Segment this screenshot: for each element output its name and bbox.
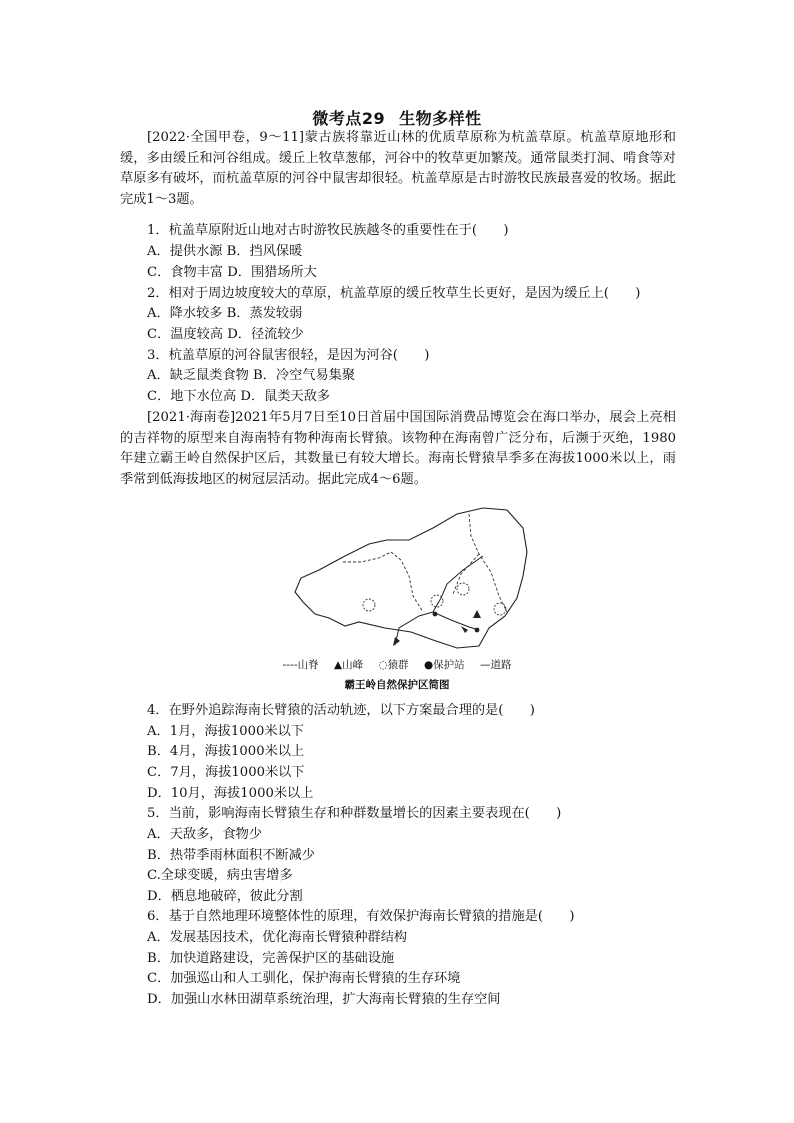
question-5-option-b: B．热带季雨林面积不断减少 [147,848,315,863]
arrow-icon-1 [393,637,400,646]
question-5-option-d: D．栖息地破碎，彼此分割 [147,889,303,904]
question-6-option-a: A．发展基因技术，优化海南长臂猿种群结构 [147,930,408,945]
road-line [395,612,479,645]
question-4-option-c: C．7月，海拔1000米以下 [147,765,305,780]
legend-road: —道路 [479,659,512,671]
question-4-option-a: A．1月，海拔1000米以下 [147,724,304,739]
question-4-option-b: B．4月，海拔1000米以上 [147,744,305,759]
question-2-stem: 2．相对于周边坡度较大的草原，杭盖草原的缓丘牧草生长更好，是因为缓丘上( ) [147,286,641,301]
title-topic: 生物多样性 [399,109,482,128]
passage-1: [2022·全国甲卷，9～11]蒙古族将靠近山林的优质草原称为杭盖草原。杭盖草原地形和缓，多由缓丘和河谷组成。缓丘上牧草葱郁，河谷中的牧草更加繁茂。通常鼠类打洞、啃食等对草原多有破坏，而杭盖草原的河谷中鼠害却很轻。杭盖草原是古时游牧民族最喜爱的牧场。据此完成1～3题。 [120,130,676,207]
question-2-options-cd: C．温度较高 D．径流较少 [147,327,304,342]
road-branch [433,556,483,612]
ape-group-1 [363,599,375,611]
question-2-options-ab: A．降水较多 B．蒸发较弱 [147,306,303,321]
arrow-icon-2 [461,626,468,633]
question-3-options-ab: A．缺乏鼠类食物 B．冷空气易集聚 [147,368,356,383]
map-legend [0,657,794,672]
page-title [0,106,794,129]
reserve-map [283,500,543,660]
legend-ridge: ----山脊 [282,659,319,671]
passage-2: [2021·海南卷]2021年5月7日至10日首届中国国际消费品博览会在海口举办，展会上亮相的吉祥物的原型来自海南特有物种海南长臂猿。该物种在海南曾广泛分布，后濒于灭绝，1980年建立霸王岭自然保护区后，其数量已有较大增长。海南长臂猿旱季多在海拔1000米以上，雨季常到低海拔地区的树冠层活动。据此完成4～6题。 [120,410,676,487]
question-6-option-c: C．加强巡山和人工驯化，保护海南长臂猿的生存环境 [147,971,461,986]
question-1-options-cd: C．食物丰富 D．围猎场所大 [147,265,317,280]
question-6-option-b: B．加快道路建设，完善保护区的基础设施 [147,951,395,966]
ridge-line-1 [391,552,423,612]
map-caption: 霸王岭自然保护区简图 [344,679,450,691]
ape-group-3 [457,583,469,595]
question-1-stem: 1．杭盖草原附近山地对古时游牧民族越冬的重要性在于( ) [147,223,509,238]
legend-peak: ▲山峰 [334,659,364,671]
legend-station: ●保护站 [423,659,465,671]
question-3-stem: 3．杭盖草原的河谷鼠害很轻，是因为河谷( ) [147,348,430,363]
reserve-boundary [295,508,527,648]
question-1-options-ab: A．提供水源 B．挡风保暖 [147,244,303,259]
ridge-line-2 [469,514,507,612]
legend-ape-group: ◌猿群 [378,659,409,671]
question-5-option-a: A．天敌多，食物少 [147,827,263,842]
station-icon-1 [433,612,438,617]
question-6-stem: 6．基于自然地理环境整体性的原理，有效保护海南长臂猿的措施是( ) [147,909,575,924]
question-4-option-d: D．10月，海拔1000米以上 [147,786,314,801]
peak-icon [473,610,481,618]
question-5-option-c: C.全球变暖，病虫害增多 [147,868,293,883]
question-3-options-cd: C．地下水位高 D．鼠类天敌多 [147,389,331,404]
station-icon-2 [475,628,480,633]
question-5-stem: 5．当前，影响海南长臂猿生存和种群数量增长的因素主要表现在( ) [147,806,562,821]
ape-group-4 [494,603,506,615]
title-number: 微考点29 [312,109,386,128]
question-4-stem: 4．在野外追踪海南长臂猿的活动轨迹，以下方案最合理的是( ) [147,703,535,718]
question-6-option-d: D．加强山水林田湖草系统治理，扩大海南长臂猿的生存空间 [147,992,501,1007]
